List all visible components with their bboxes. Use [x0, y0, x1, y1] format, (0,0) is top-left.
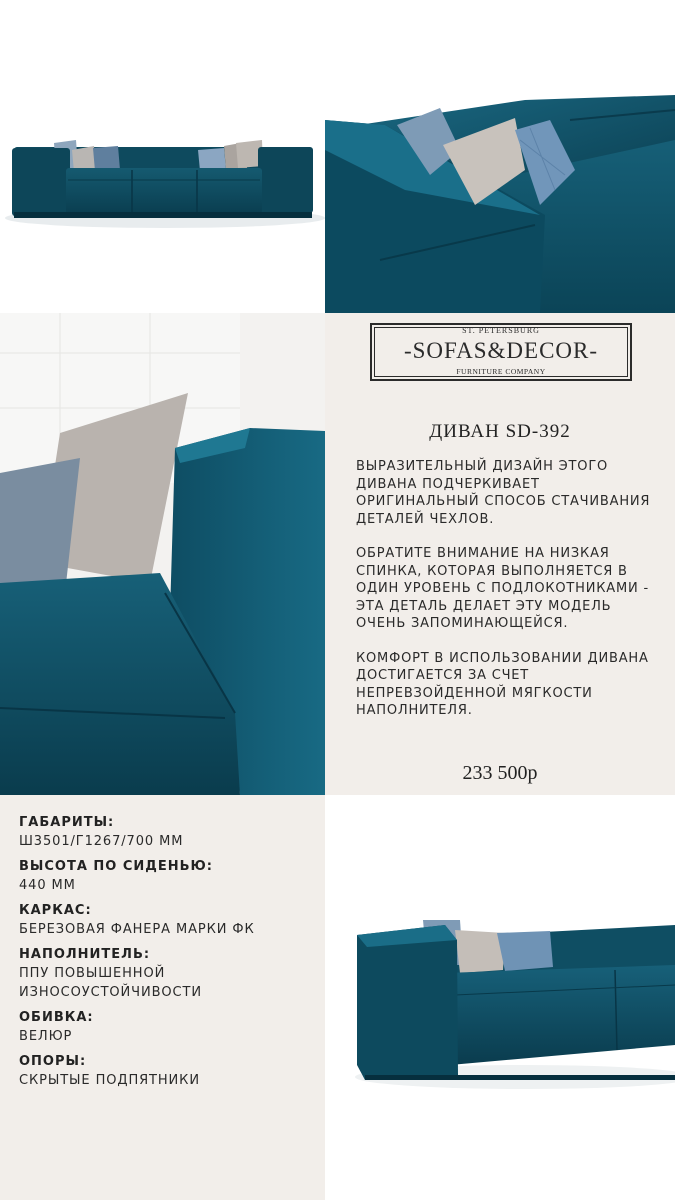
product-price: 233 500р [462, 762, 538, 784]
spec-label: ОБИВКА: [19, 1010, 94, 1025]
spec-label: ВЫСОТА ПО СИДЕНЬЮ: [19, 859, 214, 874]
spec-item [19, 1052, 319, 1090]
description-paragraph: ОБРАТИТЕ ВНИМАНИЕ НА НИЗКАЯ СПИНКА, КОТОРАЯ ВЫПОЛНЯЕТСЯ В ОДИН УРОВЕНЬ С ПОДЛОКОТНИКАМИ - ЭТА ДЕТАЛЬ ДЕЛАЕТ ЭТУ МОДЕЛЬ ОЧЕНЬ ЗАПОМИНАЮЩЕЙСЯ. [356, 546, 649, 631]
spec-item [19, 1008, 319, 1046]
spec-value: Ш3501/Г1267/700 ММ [19, 834, 184, 849]
brand-logo [370, 323, 632, 381]
spec-item [19, 901, 319, 939]
spec-item [19, 813, 319, 851]
sofa-photo-angle [325, 795, 675, 1200]
spec-label: ГАБАРИТЫ: [19, 815, 115, 830]
spec-value: БЕРЕЗОВАЯ ФАНЕРА МАРКИ ФК [19, 922, 255, 937]
spec-item [19, 857, 319, 895]
spec-label: КАРКАС: [19, 903, 92, 918]
spec-value: СКРЫТЫЕ ПОДПЯТНИКИ [19, 1073, 200, 1088]
brand-subtitle: FURNITURE COMPANY [456, 367, 546, 376]
description-paragraph: ВЫРАЗИТЕЛЬНЫЙ ДИЗАЙН ЭТОГО ДИВАНА ПОДЧЕРКИВАЕТ ОРИГИНАЛЬНЫЙ СПОСОБ СТАЧИВАНИЯ ДЕТАЛЕЙ ЧЕХЛОВ. [356, 459, 651, 527]
spec-value: ППУ ПОВЫШЕННОЙ ИЗНОСОУСТОЙЧИВОСТИ [19, 966, 203, 1000]
product-title: ДИВАН SD-392 [429, 421, 571, 442]
description-paragraph: КОМФОРТ В ИСПОЛЬЗОВАНИИ ДИВАНА ДОСТИГАЕТСЯ ЗА СЧЕТ НЕПРЕВЗОЙДЕННОЙ МЯГКОСТИ НАПОЛНИТЕЛЯ. [356, 650, 649, 718]
spec-value: 440 ММ [19, 878, 76, 893]
sofa-photo-arm-detail [0, 313, 325, 795]
sofa-photo-closeup-pillows [325, 0, 675, 313]
brand-city: ST. PETERSBURG [462, 326, 540, 335]
product-description [356, 458, 661, 737]
sofa-photo-front [0, 0, 325, 313]
spec-item [19, 945, 319, 1002]
spec-label: НАПОЛНИТЕЛЬ: [19, 947, 151, 962]
product-info-panel [325, 313, 675, 795]
spec-label: ОПОРЫ: [19, 1054, 87, 1069]
spec-value: ВЕЛЮР [19, 1029, 73, 1044]
specs-list [19, 813, 319, 1096]
brand-name: -SOFAS&DECOR- [403, 338, 599, 363]
specs-panel [0, 795, 325, 1200]
